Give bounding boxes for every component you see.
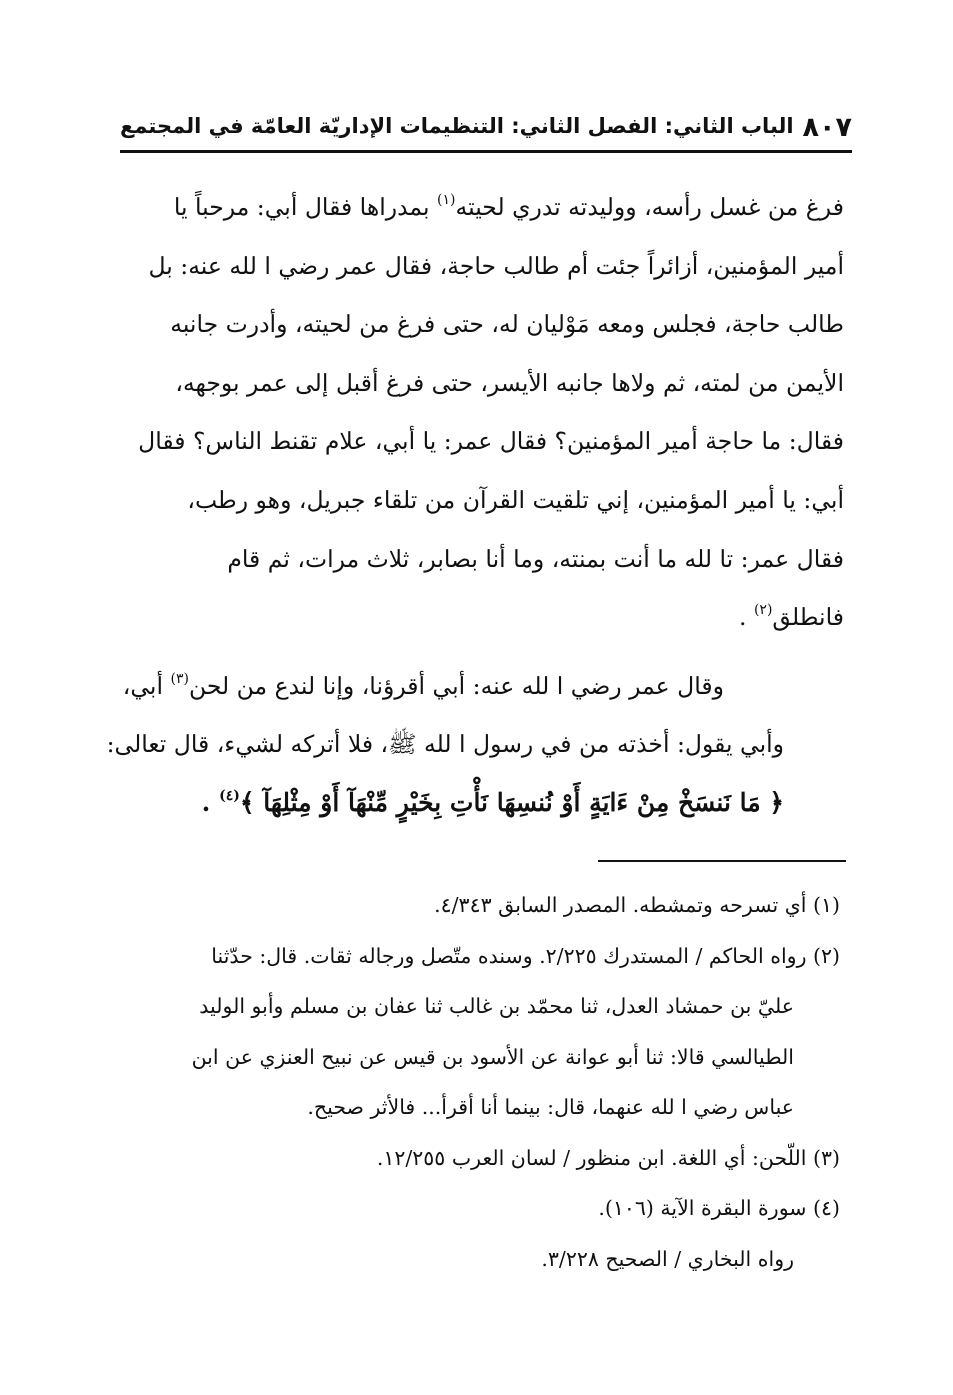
- text-segment: أبي،: [122, 671, 163, 700]
- footnote-2-continued: عباس رضي ا لله عنهما، قال: بينما أنا أقرأ... فالأثر صحيح.: [307, 1095, 794, 1119]
- footnote-mark-2: (٢): [753, 602, 773, 619]
- footnote-mark-4: (٤): [219, 787, 240, 804]
- footnote-mark-1: (١): [437, 192, 456, 208]
- text-line: [118, 178, 844, 237]
- footnote-divider: [598, 860, 846, 862]
- footnote-2: (٢) رواه الحاكم / المستدرك ٢/٢٢٥. وسنده متّصل ورجاله ثقات. قال: حدّثنا: [211, 943, 840, 968]
- footnote-1: (١) أي تسرحه وتمشطه. المصدر السابق ٤/٣٤٣.: [434, 893, 840, 917]
- text-segment: بمدراها فقال أبي: مرحباً يا: [173, 193, 430, 221]
- text-line: أبي: يا أمير المؤمنين، إني تلقيت القرآن من تلقاء جبريل، وهو رطب،: [187, 485, 844, 514]
- quran-verse: [118, 774, 844, 833]
- footnote-4-continued: رواه البخاري / الصحيح ٣/٢٢٨.: [541, 1246, 794, 1271]
- footnote-2-continued: الطيالسي قالا: ثنا أبو عوانة عن الأسود بن قيس عن نبيح العنزي عن ابن: [191, 1044, 794, 1069]
- footnote-2-continued: عليّ بن حمشاد العدل، ثنا محمّد بن غالب ثنا عفان بن مسلم وأبو الوليد: [199, 994, 794, 1018]
- text-line: الأيمن من لمته، ثم ولاها جانبه الأيسر، حتى فرغ أقبل إلى عمر بوجهه،: [175, 368, 844, 397]
- footnotes: [124, 880, 840, 1284]
- text-line: طالب حاجة، فجلس ومعه مَوْليان له، حتى فرغ من لحيته، وأدرت جانبه: [170, 310, 844, 339]
- footnote-3: (٣) اللّحن: أي اللغة. ابن منظور / لسان العرب ١٢/٢٥٥.: [376, 1145, 840, 1170]
- header-divider: [120, 150, 852, 153]
- main-text: [106, 178, 844, 833]
- paragraph-1: [118, 178, 844, 647]
- text-segment: فرغ من غسل رأسه، ووليدته تدري لحيته: [455, 193, 844, 221]
- text-segment: .: [201, 787, 211, 817]
- chapter-title: الباب الثاني: الفصل الثاني: التنظيمات الإداريّة العامّة في المجتمع: [120, 114, 794, 138]
- text-line: وأبي يقول: أخذته من في رسول ا لله ﷺ، فلا أتركه لشيء، قال تعالى:: [106, 730, 784, 759]
- footnote-4: (٤) سورة البقرة الآية (١٠٦).: [598, 1196, 840, 1220]
- page-number: ٨٠٧: [802, 112, 852, 143]
- text-line: [118, 588, 844, 647]
- text-line: فقال: ما حاجة أمير المؤمنين؟ فقال عمر: يا أبي، علام تقنط الناس؟ فقال: [138, 427, 844, 456]
- text-segment: فانطلق: [772, 603, 844, 632]
- verse-text: ﴿ مَا نَنسَخْ مِنْ ءَايَةٍ أَوْ نُنسِهَا نَأْتِ بِخَيْرٍ مِّنْهَآ أَوْ مِثْلِهَآ ﴾: [239, 787, 784, 817]
- text-segment: .: [738, 603, 747, 632]
- text-segment: وقال عمر رضي ا لله عنه: أبي أقرؤنا، وإنا لندع من لحن: [188, 671, 724, 700]
- footnote-mark-3: (٣): [170, 670, 189, 687]
- text-line: فقال عمر: تا لله ما أنت بمنته، وما أنا بصابر، ثلاث مرات، ثم قام: [227, 544, 844, 573]
- paragraph-2: [106, 657, 844, 833]
- text-line: أمير المؤمنين، أزائراً جئت أم طالب حاجة، فقال عمر رضي ا لله عنه: بل: [148, 251, 844, 280]
- running-header: [120, 108, 852, 152]
- text-line: [118, 657, 844, 716]
